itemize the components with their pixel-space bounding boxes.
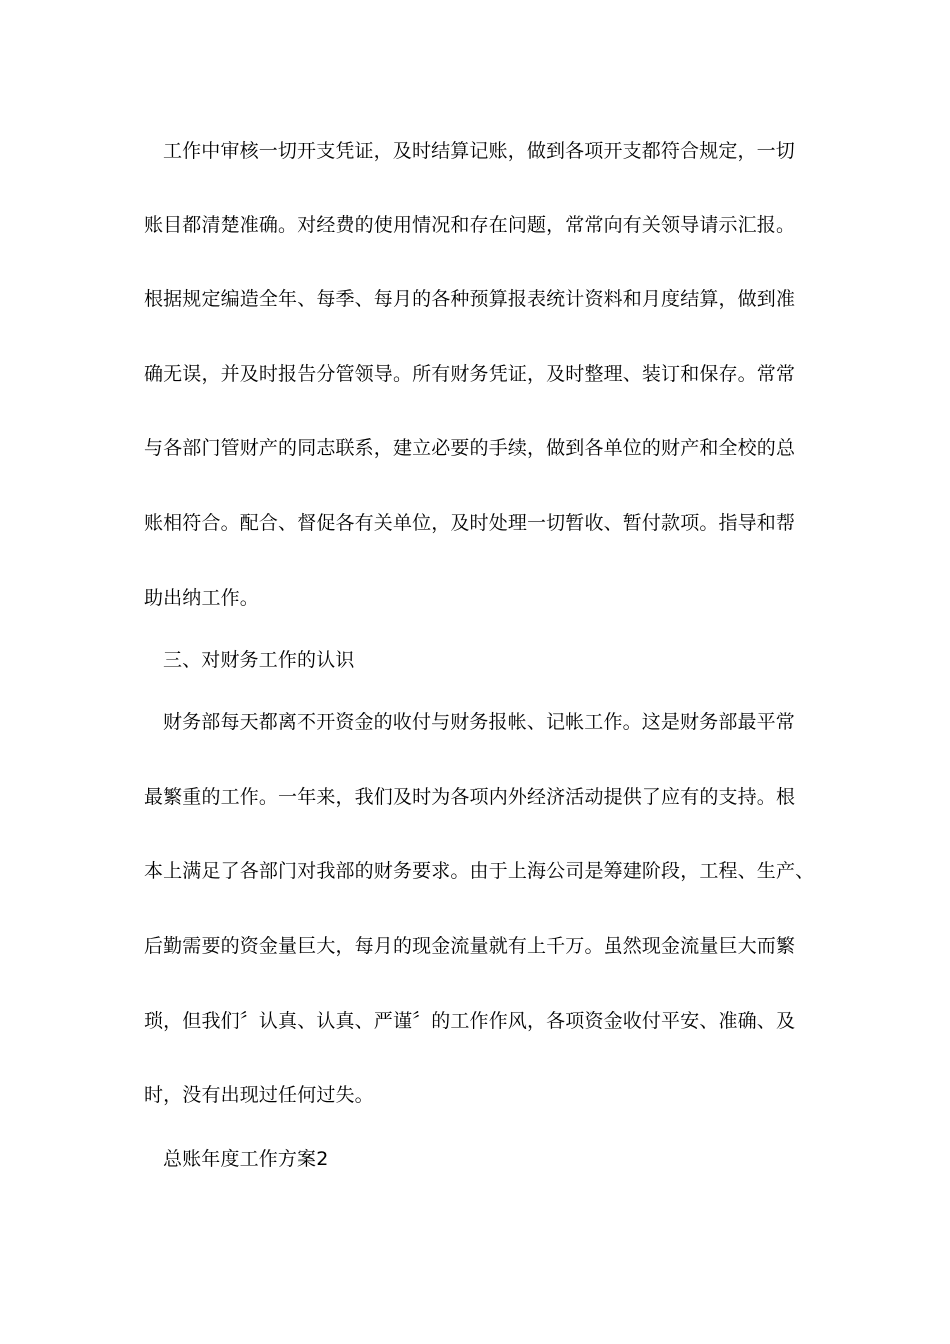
- paragraph-line: 与各部门管财产的同志联系，建立必要的手续，做到各单位的财产和全校的总: [144, 437, 796, 459]
- paragraph-line: 最繁重的工作。一年来，我们及时为各项内外经济活动提供了应有的支持。根: [144, 786, 796, 808]
- paragraph-line: 确无误，并及时报告分管领导。所有财务凭证，及时整理、装订和保存。常常: [144, 363, 796, 385]
- paragraph-line: 账目都清楚准确。对经费的使用情况和存在问题，常常向有关领导请示汇报。: [144, 214, 796, 236]
- paragraph-line: 账相符合。配合、督促各有关单位，及时处理一切暂收、暂付款项。指导和帮: [144, 512, 796, 534]
- section-heading: 三、对财务工作的认识: [163, 649, 355, 671]
- plan-title: 总账年度工作方案2: [163, 1148, 329, 1170]
- paragraph-line: 时，没有出现过任何过失。: [144, 1084, 374, 1106]
- paragraph-line: 琐，但我们〞认真、认真、严谨〞的工作作风，各项资金收付平安、准确、及: [144, 1010, 796, 1032]
- paragraph-line: 根据规定编造全年、每季、每月的各种预算报表统计资料和月度结算，做到准: [144, 288, 796, 310]
- paragraph-line: 助出纳工作。: [144, 587, 259, 609]
- paragraph-line: 工作中审核一切开支凭证，及时结算记账，做到各项开支都符合规定，一切: [163, 140, 795, 162]
- paragraph-line: 后勤需要的资金量巨大，每月的现金流量就有上千万。虽然现金流量巨大而繁: [144, 935, 796, 957]
- paragraph-line: 财务部每天都离不开资金的收付与财务报帐、记帐工作。这是财务部最平常: [163, 711, 795, 733]
- paragraph-line: 本上满足了各部门对我部的财务要求。由于上海公司是筹建阶段，工程、生产、: [144, 860, 815, 882]
